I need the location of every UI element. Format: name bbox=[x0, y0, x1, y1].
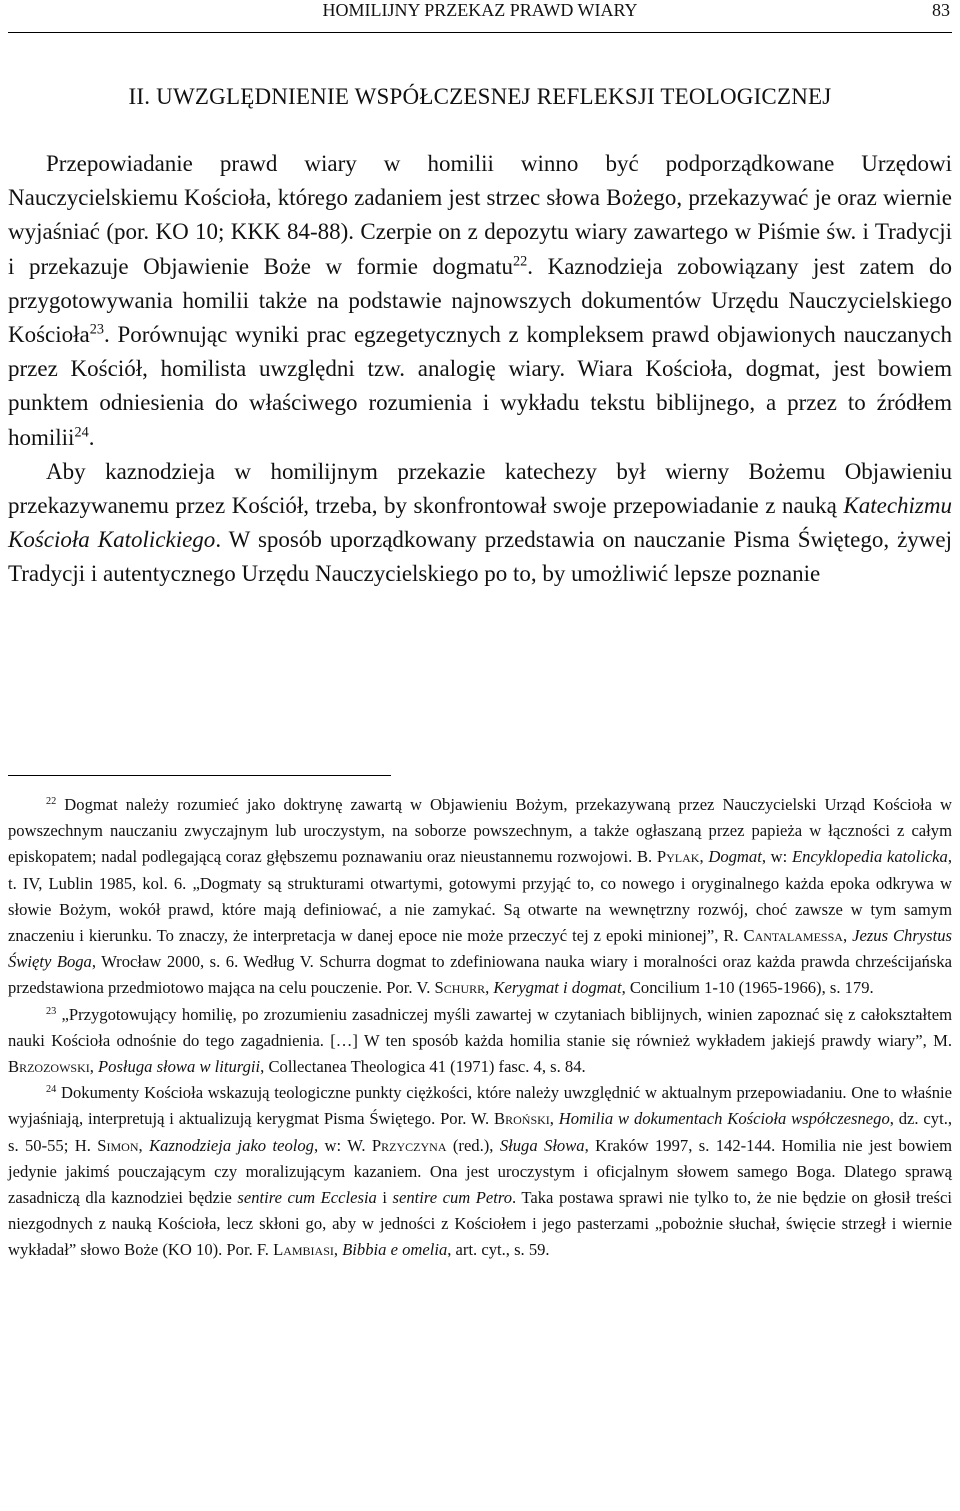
italic-title: Dogmat bbox=[708, 847, 762, 867]
footnote-separator bbox=[8, 775, 391, 776]
author-name: Cantalamessa bbox=[743, 926, 843, 946]
text-span: , bbox=[842, 926, 853, 946]
footnote-ref-24[interactable]: 24 bbox=[74, 424, 89, 441]
text-span: Dogmat należy rozumieć jako doktrynę zawartą w Objawieniu Bożym, przekazywaną przez Nauczycielski Urząd Kościoła w powszechnym nauczaniu zwyczajnym lub uroczystym, na soborze powszechnym, a także ogłaszaną przez papieża w łączności z całym episkopatem; nadal podlegającą coraz głębszemu poznawaniu oraz nieustannemu rozwojowi. B. bbox=[8, 795, 952, 867]
italic-phrase: sentire cum Ecclesia bbox=[237, 1188, 377, 1208]
text-span: , w: W. bbox=[313, 1135, 372, 1155]
author-name: Brzozowski bbox=[8, 1057, 90, 1077]
text-span: , Wrocław 2000, s. 6. Według V. Schurra dogmat to zdefiniowana nauka wiary i moralności oraz każda prawda chrześcijańska przedstawiona przedmiotowo mająca na celu pouczenie. Por. V. bbox=[8, 952, 952, 998]
text-span: , bbox=[333, 1240, 343, 1260]
text-span: , bbox=[699, 847, 709, 867]
text-span: , art. cyt., s. 59. bbox=[447, 1240, 550, 1260]
italic-title: Jezus Chrystus Święty Boga bbox=[8, 926, 952, 972]
body-text bbox=[8, 147, 952, 592]
text-span: , t. IV, Lublin 1985, kol. 6. „Dogmaty są strukturami otwartymi, gotowymi przyjąć to, co nowego i oryginalnego każda epoka odkrywa w słowie Bożym, wokół prawd, które mają definiować, a nie zamykać. Są otwarte na wewnętrzny rozwój, choć zawsze w tym samym znaczeniu i kierunku. To znaczy, że interpretacja w danej epoce nie może przeczyć tej z epoki minionej”, R. bbox=[8, 847, 952, 946]
text-span: Aby kaznodzieja w homilijnym przekazie katechezy był wierny Bożemu Objawieniu przekazywanemu przez Kościół, trzeba, by skonfrontował swoje przepowiadanie z nauką bbox=[8, 458, 952, 519]
running-header bbox=[8, 0, 952, 33]
italic-title: Bibbia e omelia bbox=[342, 1240, 448, 1260]
italic-title: Posługa słowa w liturgii bbox=[98, 1057, 261, 1077]
section-heading: II. UWZGLĘDNIENIE WSPÓŁCZESNEJ REFLEKSJI TEOLOGICZNEJ bbox=[128, 84, 832, 109]
author-name: Schurr bbox=[434, 978, 486, 998]
text-span: Dokumenty Kościoła wskazują teologiczne punkty ciężkości, które należy uwzględnić w aktualnym przepowiadaniu. One to właśnie wyjaśniają, interpretują i aktualizują kerygmat Pisma Świętego. Por. W. bbox=[8, 1083, 952, 1129]
body-paragraph-2 bbox=[8, 455, 952, 592]
italic-title: Katechizmu Kościoła Katolickiego bbox=[8, 493, 952, 553]
footnote-number: 23 bbox=[46, 1005, 57, 1017]
text-span: . Taka postawa sprawi nie tylko to, że nie będzie on głosił treści niezgodnych z nauką Kościoła, lecz skłoni go, aby w jedności z Kościołem i jego pasterzami „pobożnie słuchał, święcie strzegł i wiernie wykładał” słowo Boże (KO 10). Por. F. bbox=[8, 1188, 952, 1260]
page-number: 83 bbox=[932, 0, 950, 20]
footnote-23 bbox=[8, 1002, 952, 1081]
text-span: , Kraków 1997, s. 142-144. Homilia nie jest bowiem jedynie jakimś pouczającym czy moralizującym kazaniem. Ona jest uroczystym i oficjalnym słowem samego Boga. Dlatego sprawą zasadniczą dla kaznodziei będzie bbox=[8, 1135, 952, 1208]
footnote-ref-22[interactable]: 22 bbox=[513, 253, 528, 270]
footnote-number: 22 bbox=[46, 795, 57, 807]
running-title: HOMILIJNY PRZEKAZ PRAWD WIARY bbox=[322, 0, 638, 20]
footnotes bbox=[8, 792, 952, 1264]
italic-title: Kerygmat i dogmat bbox=[493, 978, 622, 998]
text-span: , bbox=[485, 978, 494, 998]
text-span: i bbox=[376, 1188, 393, 1208]
italic-title: Encyklopedia katolicka bbox=[792, 847, 948, 867]
text-span: , w: bbox=[761, 847, 792, 867]
italic-phrase: sentire cum Petro bbox=[392, 1188, 513, 1208]
footnote-ref-23[interactable]: 23 bbox=[89, 321, 105, 338]
text-span: , bbox=[549, 1109, 559, 1129]
footnote-number: 24 bbox=[46, 1084, 57, 1096]
text-span: , dz. cyt., s. 50-55; H. bbox=[8, 1109, 952, 1155]
text-span: (red.), bbox=[446, 1135, 500, 1155]
author-name: Pylak bbox=[656, 847, 700, 867]
italic-title: Sługa Słowa bbox=[499, 1135, 585, 1155]
footnote-24 bbox=[8, 1080, 952, 1263]
footnote-22 bbox=[8, 792, 952, 1002]
italic-title: Kaznodzieja jako teolog bbox=[149, 1135, 314, 1155]
text-span: , Concilium 1-10 (1965-1966), s. 179. bbox=[621, 978, 874, 998]
text-span: , Collectanea Theologica 41 (1971) fasc. 4, s. 84. bbox=[260, 1057, 586, 1077]
text-span: . bbox=[88, 424, 95, 450]
author-name: Broński bbox=[494, 1109, 550, 1129]
author-name: Przyczyna bbox=[371, 1135, 447, 1155]
text-span: , bbox=[89, 1057, 99, 1077]
italic-title: Homilia w dokumentach Kościoła współczesnego bbox=[558, 1109, 890, 1129]
text-span: . Porównując wyniki prac egzegetycznych z kompleksem prawd objawionych nauczanych przez Kościół, homilista uwzględni tzw. analogię wiary. Wiara Kościoła, dogmat, jest bowiem punktem odniesienia do właściwego rozumienia i wykładu tekstu biblijnego, a przez to źródłem homilii bbox=[8, 322, 952, 450]
journal-page bbox=[8, 0, 952, 1511]
text-span: . Kaznodzieja zobowiązany jest zatem do przygotowywania homilii także na podstawie najnowszych dokumentów Urzędu Nauczycielskiego Kościoła bbox=[8, 253, 952, 348]
body-paragraph-1 bbox=[8, 147, 952, 455]
text-span: Przepowiadanie prawd wiary w homilii winno być podporządkowane Urzędowi Nauczycielskiemu Kościoła, którego zadaniem jest strzec słowa Bożego, przekazywać je oraz wiernie wyjaśniać (por. KO 10; KKK 84-88). Czerpie on z depozytu wiary zawartego w Piśmie św. i Tradycji i przekazuje Objawienie Boże w formie dogmatu bbox=[8, 151, 952, 279]
text-span: . W sposób uporządkowany przedstawia on nauczanie Pisma Świętego, żywej Tradycji i autentycznego Urzędu Nauczycielskiego po to, by umożliwić lepsze poznanie bbox=[8, 527, 952, 587]
author-name: Simon bbox=[97, 1135, 139, 1155]
author-name: Lambiasi bbox=[273, 1240, 334, 1260]
text-span: , bbox=[138, 1135, 150, 1155]
text-span: „Przygotowujący homilię, po zrozumieniu zasadniczej myśli zawartej w czytaniach biblijnych, winien zapoznać się z całokształtem nauki Kościoła odnośnie do tego zagadnienia. […] W ten sposób każda homilia stanie się również wykładem jakiejś prawdy wiary”, M. bbox=[8, 1004, 952, 1050]
